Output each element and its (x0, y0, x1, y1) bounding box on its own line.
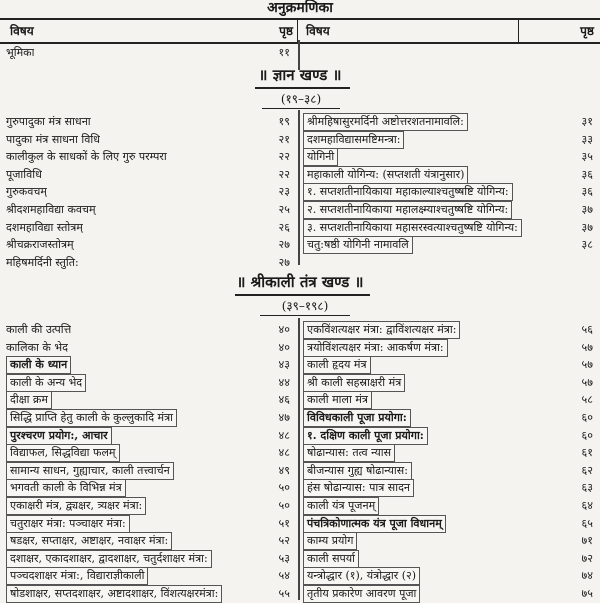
toc-entry[interactable] (303, 584, 597, 603)
page-title: अनुक्रमणिका (267, 0, 333, 16)
toc-entry[interactable] (6, 478, 294, 497)
toc-entry[interactable] (303, 235, 597, 254)
entry-page: २१ (278, 132, 290, 146)
section-underline (255, 87, 350, 89)
entry-title: कालिका के भेद (6, 340, 68, 354)
toc-entry[interactable] (6, 112, 294, 131)
entry-title: षडक्षर, सप्ताक्षर, अष्टाक्षर, नवाक्षर मंत्रा: (6, 532, 172, 550)
entry-title: दशाक्षर, एकादशाक्षर, द्वादशाक्षर, चतुर्दशाक्षर मंत्रा: (6, 550, 212, 568)
entry-title: विद्याफल, सिद्धविद्या फलम् (6, 444, 120, 462)
entry-title: काली के ध्यान (6, 356, 71, 374)
section-underline (235, 294, 370, 296)
entry-title: पूजाविधि (6, 167, 42, 181)
entry-page: ४६ (278, 393, 290, 407)
toc-entry[interactable] (6, 514, 294, 533)
toc-entry[interactable] (303, 531, 597, 550)
toc-entry[interactable] (6, 165, 294, 184)
table-header (0, 18, 600, 44)
entry-title: श्री काली सहस्राक्षरी मंत्र (303, 374, 405, 392)
entry-page: ३८ (581, 238, 593, 252)
entry-page: ६० (581, 411, 593, 424)
toc-entry[interactable] (6, 182, 294, 201)
entry-title: पंचत्रिकोणात्मक यंत्र पूजा विधानम् (303, 515, 446, 533)
page-header-left: पृष्ठ (231, 20, 298, 42)
toc-entry[interactable] (303, 390, 597, 409)
entry-title: श्रीदशमहाविद्या कवचम् (6, 203, 96, 216)
entry-page: ५८ (581, 393, 593, 407)
entry-title: विविधकाली पूजा प्रयोगा: (303, 409, 411, 427)
entry-page: ५७ (581, 340, 593, 354)
entry-title: दीक्षा क्रम (6, 391, 52, 409)
entry-page: २५ (278, 203, 290, 216)
toc-entry[interactable] (6, 235, 294, 254)
entry-page: ४७ (278, 411, 290, 424)
entry-page: ५० (278, 481, 290, 495)
entry-title: श्रीचक्रराजस्तोत्रम् (6, 238, 74, 252)
toc-entry[interactable] (6, 584, 294, 603)
entry-page: २७ (278, 238, 290, 252)
entry-page: ४९ (278, 463, 290, 477)
toc-entry[interactable] (6, 496, 294, 515)
entry-page: ६२ (581, 463, 593, 477)
entry-title: श्रीमहिषासुरमर्दिनी अष्टोत्तरशतनामावलि: (303, 113, 468, 131)
toc-entry[interactable] (303, 408, 597, 427)
section-title-gyan: ॥ ज्ञान खण्ड ॥ (258, 66, 342, 84)
toc-entry[interactable] (6, 218, 294, 237)
entry-title: १. सप्तशतीनायिकाया महाकाल्याश्चतुष्षष्टि योगिन्य: (303, 183, 513, 201)
toc-entry[interactable] (303, 426, 597, 445)
entry-title: पादुका मंत्र साधना विधि (6, 132, 100, 146)
toc-entry[interactable] (303, 514, 597, 533)
toc-entry[interactable] (303, 566, 597, 585)
toc-entry[interactable] (303, 443, 597, 462)
entry-page: ६० (581, 428, 593, 442)
entry-title: गुरुपादुका मंत्र साधना (6, 115, 91, 128)
toc-entry[interactable] (303, 147, 597, 166)
entry-page: ६३ (581, 481, 593, 495)
entry-page: २२ (278, 167, 290, 181)
column-divider (298, 318, 300, 600)
entry-title: काम्य प्रयोग (303, 532, 357, 550)
toc-entry[interactable] (6, 320, 294, 339)
section-range-kali: (३९–१९८) (260, 297, 350, 316)
entry-page: ४३ (278, 358, 290, 372)
toc-entry[interactable] (303, 355, 597, 374)
entry-title: चतुराक्षर मंत्रा: पञ्चाक्षर मंत्रा: (6, 515, 130, 533)
entry-page: ७२ (581, 551, 593, 565)
toc-entry[interactable] (6, 426, 294, 445)
entry-page: ११ (278, 46, 290, 59)
entry-title: योगिनी (303, 148, 338, 166)
entry-title: चतु:षष्ठी योगिनी नामावलि (303, 236, 413, 254)
entry-page: ४८ (278, 428, 290, 442)
toc-entry[interactable] (6, 408, 294, 427)
entry-page: ५६ (581, 323, 593, 336)
entry-page: ३६ (581, 167, 593, 181)
intro-entry[interactable] (6, 43, 294, 62)
entry-page: ६४ (581, 499, 593, 512)
entry-page: ३७ (581, 220, 593, 234)
toc-entry[interactable] (6, 200, 294, 219)
toc-entry[interactable] (303, 549, 597, 568)
toc-entry[interactable] (303, 218, 597, 237)
toc-entry[interactable] (303, 320, 597, 339)
entry-page: ३१ (581, 115, 593, 128)
entry-title: काली यंत्र पूजनम् (303, 497, 379, 515)
toc-entry[interactable] (303, 461, 597, 480)
section-range-gyan: (१९–३८) (262, 90, 340, 109)
entry-title: दशमहाविद्या स्तोत्रम् (6, 220, 83, 234)
toc-entry[interactable] (6, 253, 294, 272)
toc-entry[interactable] (6, 461, 294, 480)
entry-page: ६५ (581, 516, 593, 530)
entry-page: ५४ (278, 569, 290, 583)
entry-title: भगवती काली के विभिन्न मंत्र (6, 479, 126, 497)
toc-entry[interactable] (303, 496, 597, 515)
entry-title: हंस षोढान्यास: पात्र सादन (303, 479, 414, 497)
entry-title: काली माला मंत्र (303, 391, 372, 409)
entry-page: ४४ (278, 375, 290, 389)
entry-title: काली हृदय मंत्र (303, 356, 371, 374)
entry-title: त्रयोविंशत्यक्षर मंत्रा: आकर्षण मंत्रा: (303, 339, 448, 357)
entry-page: २६ (278, 220, 290, 234)
page-header-right: पृष्ठ (518, 20, 600, 42)
toc-entry[interactable] (6, 531, 294, 550)
entry-page: ६१ (581, 446, 593, 460)
toc-entry[interactable] (6, 566, 294, 585)
entry-title: सामान्य साधन, गुह्याचार, काली तत्त्वार्चन (6, 462, 174, 480)
entry-page: ५२ (278, 534, 290, 548)
entry-page: ५७ (581, 358, 593, 372)
toc-entry[interactable] (6, 130, 294, 149)
entry-page: २२ (278, 150, 290, 164)
entry-page: ४८ (278, 446, 290, 460)
entry-page: ५१ (278, 516, 290, 530)
entry-title: गुरुकवचम् (6, 185, 47, 199)
entry-title: महिषमर्दिनी स्तुति: (6, 255, 79, 269)
entry-page: १९ (278, 115, 290, 128)
subject-header-right: विषय (306, 24, 330, 38)
toc-entry[interactable] (6, 549, 294, 568)
toc-entry[interactable] (303, 112, 597, 131)
toc-entry[interactable] (303, 130, 597, 149)
entry-title: १. दक्षिण काली पूजा प्रयोगा: (303, 427, 428, 445)
entry-title: दशमहाविद्यासमष्टिमन्त्रा: (303, 131, 404, 149)
entry-page: ५३ (278, 551, 290, 565)
entry-title: काली की उत्पत्ति (6, 323, 72, 336)
toc-entry[interactable] (303, 200, 597, 219)
entry-title: एकाक्षरी मंत्र, द्व्यक्षर, त्र्यक्षर मंत्रा: (6, 497, 146, 515)
entry-page: ३७ (581, 203, 593, 216)
entry-page: ७५ (581, 587, 593, 600)
entry-page: ३५ (581, 150, 593, 164)
entry-title: एकविंशत्यक्षर मंत्रा: द्वाविंशत्यक्षर मंत्रा: (303, 321, 460, 339)
toc-entry[interactable] (6, 355, 294, 374)
toc-entry[interactable] (303, 338, 597, 357)
entry-title: पञ्चदशाक्षर मंत्रा:, विद्याराज्ञीकाली (6, 567, 148, 585)
section-title-kali: ॥ श्रीकाली तंत्र खण्ड ॥ (236, 273, 364, 291)
toc-entry[interactable] (6, 147, 294, 166)
entry-page: ४० (278, 323, 290, 336)
entry-page: २३ (278, 185, 290, 199)
entry-page: ४० (278, 340, 290, 354)
entry-page: ७१ (581, 534, 593, 548)
entry-page: ३३ (581, 132, 593, 146)
toc-entry[interactable] (6, 373, 294, 392)
entry-title: २. सप्तशतीनायिकाया महालक्ष्म्याश्चतुष्षष्टि योगिन्य: (303, 201, 512, 219)
entry-title: काली के अन्य भेद (6, 374, 86, 392)
entry-title: महाकाली योगिन्य: (सप्तशती यंत्रानुसार) (303, 166, 468, 184)
entry-title: बीजन्यास गुह्य षोढान्यास: (303, 462, 412, 480)
entry-title: ३. सप्तशतीनायिकाया महासरस्वत्याश्चतुष्षष्टि योगिन्य: (303, 219, 522, 237)
entry-title: पुरश्चरण प्रयोग:, आचार (6, 427, 112, 445)
entry-page: ५० (278, 499, 290, 512)
entry-title: कालीकुल के साधकों के लिए गुरु परम्परा (6, 150, 167, 164)
column-divider (298, 110, 300, 265)
entry-title: यन्त्रोद्धार (१), यंत्रोद्धार (२) (303, 567, 420, 585)
entry-title: सिद्धि प्राप्ति हेतु काली के कुल्लुकादि मंत्रा (6, 409, 177, 427)
subject-header-left: विषय (10, 24, 34, 38)
entry-page: ५७ (581, 375, 593, 389)
toc-entry[interactable] (6, 390, 294, 409)
toc-entry[interactable] (6, 338, 294, 357)
toc-entry[interactable] (303, 182, 597, 201)
entry-page: ७४ (581, 569, 593, 583)
entry-title: षोढान्यास: तत्व न्यास (303, 444, 395, 462)
entry-title: काली सपर्या (303, 550, 359, 568)
entry-page: ५५ (278, 587, 290, 600)
toc-entry[interactable] (303, 165, 597, 184)
entry-page: २७ (278, 255, 290, 269)
toc-entry[interactable] (303, 373, 597, 392)
entry-page: ३६ (581, 185, 593, 199)
entry-title: भूमिका (6, 46, 35, 59)
entry-title: तृतीय प्रकारेण आवरण पूजा (303, 585, 420, 603)
toc-entry[interactable] (6, 443, 294, 462)
toc-entry[interactable] (303, 478, 597, 497)
entry-title: षोडशाक्षर, सप्तदशाक्षर, अष्टादशाक्षर, विंशत्यक्षरमंत्रा: (6, 585, 222, 603)
